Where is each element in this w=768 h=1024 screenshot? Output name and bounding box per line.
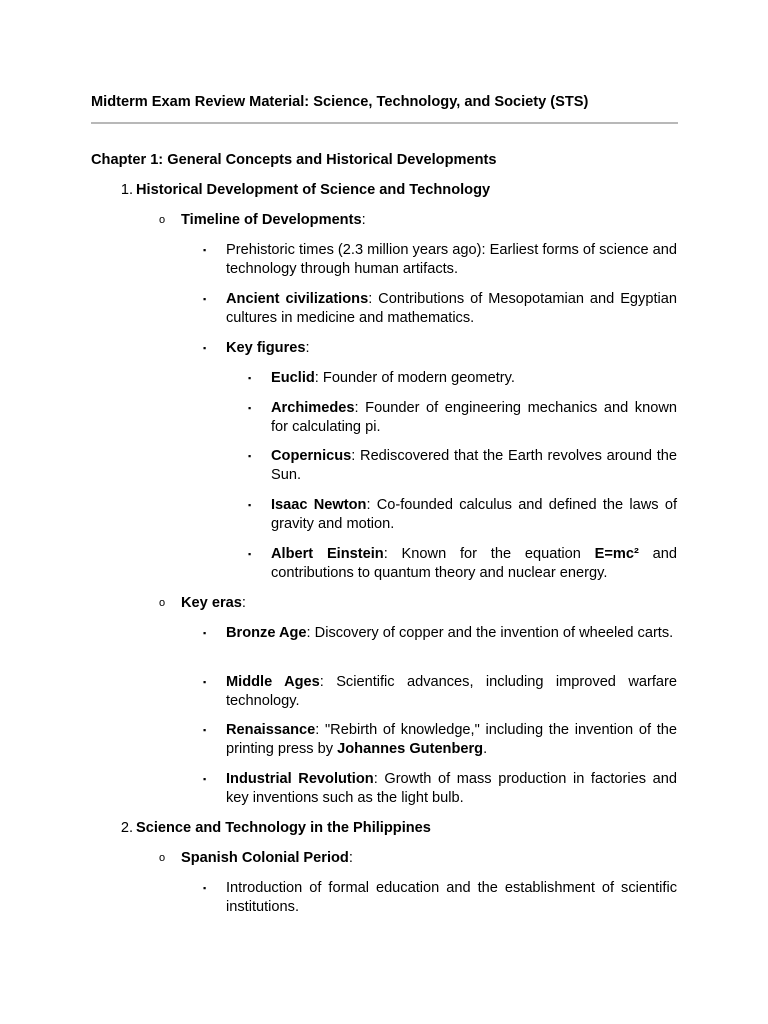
square-bullet-icon: ▪ [248,451,252,461]
figure-item-copernicus [248,447,677,486]
document-title: Midterm Exam Review Material: Science, Technology, and Society (STS) [91,94,589,110]
figure-name: Archimedes [271,400,355,416]
figure-item-euclid [248,369,677,388]
spanish-period-label: Spanish Colonial Period [181,850,349,866]
square-bullet-icon: ▪ [248,373,252,383]
figure-name: Copernicus [271,448,352,464]
list-item: Timeline of Developments: [181,212,366,228]
era-item-renaissance [203,721,677,760]
square-bullet-icon: ▪ [203,343,207,353]
section-number: 1. [120,182,133,198]
square-bullet-icon: ▪ [203,774,207,784]
figure-name: Isaac Newton [271,497,367,513]
figure-name: Albert Einstein [271,546,384,562]
section-1-heading [113,181,677,200]
list-item-text: Renaissance: "Rebirth of knowledge," including the invention of the printing press by Johannes Gutenberg. [226,722,677,758]
square-bullet-icon: ▪ [248,500,252,510]
title-divider [91,122,678,124]
list-item-text: Albert Einstein: Known for the equation E=mc² and contributions to quantum theory and nuclear energy. [271,546,678,582]
emphasis: Johannes Gutenberg [337,741,484,758]
era-term: Renaissance [226,722,316,738]
eras-label: Key eras [181,595,242,611]
circle-bullet-icon: o [159,852,166,864]
era-term: Bronze Age [226,625,307,641]
list-item: Spanish Colonial Period: [181,850,353,866]
section-title: Science and Technology in the Philippines [136,820,431,836]
square-bullet-icon: ▪ [203,725,207,735]
list-item-term: Key figures [226,340,306,356]
era-item-bronze-age [203,624,677,643]
list-item: Key eras: [181,595,246,611]
list-item-text: Ancient civilizations: Contributions of Mesopotamian and Egyptian cultures in medicine and mathematics. [226,291,677,327]
list-item-text: Euclid: Founder of modern geometry. [271,370,515,386]
list-item [203,290,677,329]
timeline-heading [159,211,677,230]
section-2-heading [113,819,677,838]
list-item-text: Introduction of formal education and the establishment of scientific institutions. [226,880,677,916]
circle-bullet-icon: o [159,214,166,226]
figure-name: Euclid [271,370,315,386]
section-number: 2. [120,820,133,836]
spanish-period-heading [159,849,677,868]
era-term: Industrial Revolution [226,771,374,787]
square-bullet-icon: ▪ [203,294,207,304]
circle-bullet-icon: o [159,597,166,609]
square-bullet-icon: ▪ [248,403,252,413]
list-item-term: Ancient civilizations [226,291,369,307]
list-item-text: Bronze Age: Discovery of copper and the invention of wheeled carts. [226,625,674,641]
square-bullet-icon: ▪ [203,883,207,893]
timeline-label: Timeline of Developments [181,212,362,228]
list-item-text: Key figures: [226,340,310,356]
list-item [203,339,677,358]
figure-item-einstein [248,545,677,584]
list-item-text: Industrial Revolution: Growth of mass production in factories and key inventions such as the light bulb. [226,771,678,807]
list-item-text: Copernicus: Rediscovered that the Earth revolves around the Sun. [271,448,677,484]
eras-heading [159,594,677,613]
list-item [203,241,677,280]
square-bullet-icon: ▪ [203,245,207,255]
era-term: Middle Ages [226,674,320,690]
list-item-text: Isaac Newton: Co-founded calculus and defined the laws of gravity and motion. [271,497,677,533]
figure-item-archimedes [248,399,677,438]
era-item-industrial-revolution [203,770,677,809]
equation: E=mc² [594,546,639,562]
list-item-text: Middle Ages: Scientific advances, including improved warfare technology. [226,674,677,710]
list-item-text: Archimedes: Founder of engineering mechanics and known for calculating pi. [271,400,677,436]
list-item-text: Prehistoric times (2.3 million years ago): Earliest forms of science and technology through human artifacts. [226,242,677,278]
era-item-middle-ages [203,673,677,712]
square-bullet-icon: ▪ [203,677,207,687]
chapter-heading: Chapter 1: General Concepts and Historical Developments [91,152,497,168]
figure-item-newton [248,496,677,535]
square-bullet-icon: ▪ [203,628,207,638]
section-title: Historical Development of Science and Technology [136,182,491,198]
square-bullet-icon: ▪ [248,549,252,559]
list-item [203,879,677,918]
